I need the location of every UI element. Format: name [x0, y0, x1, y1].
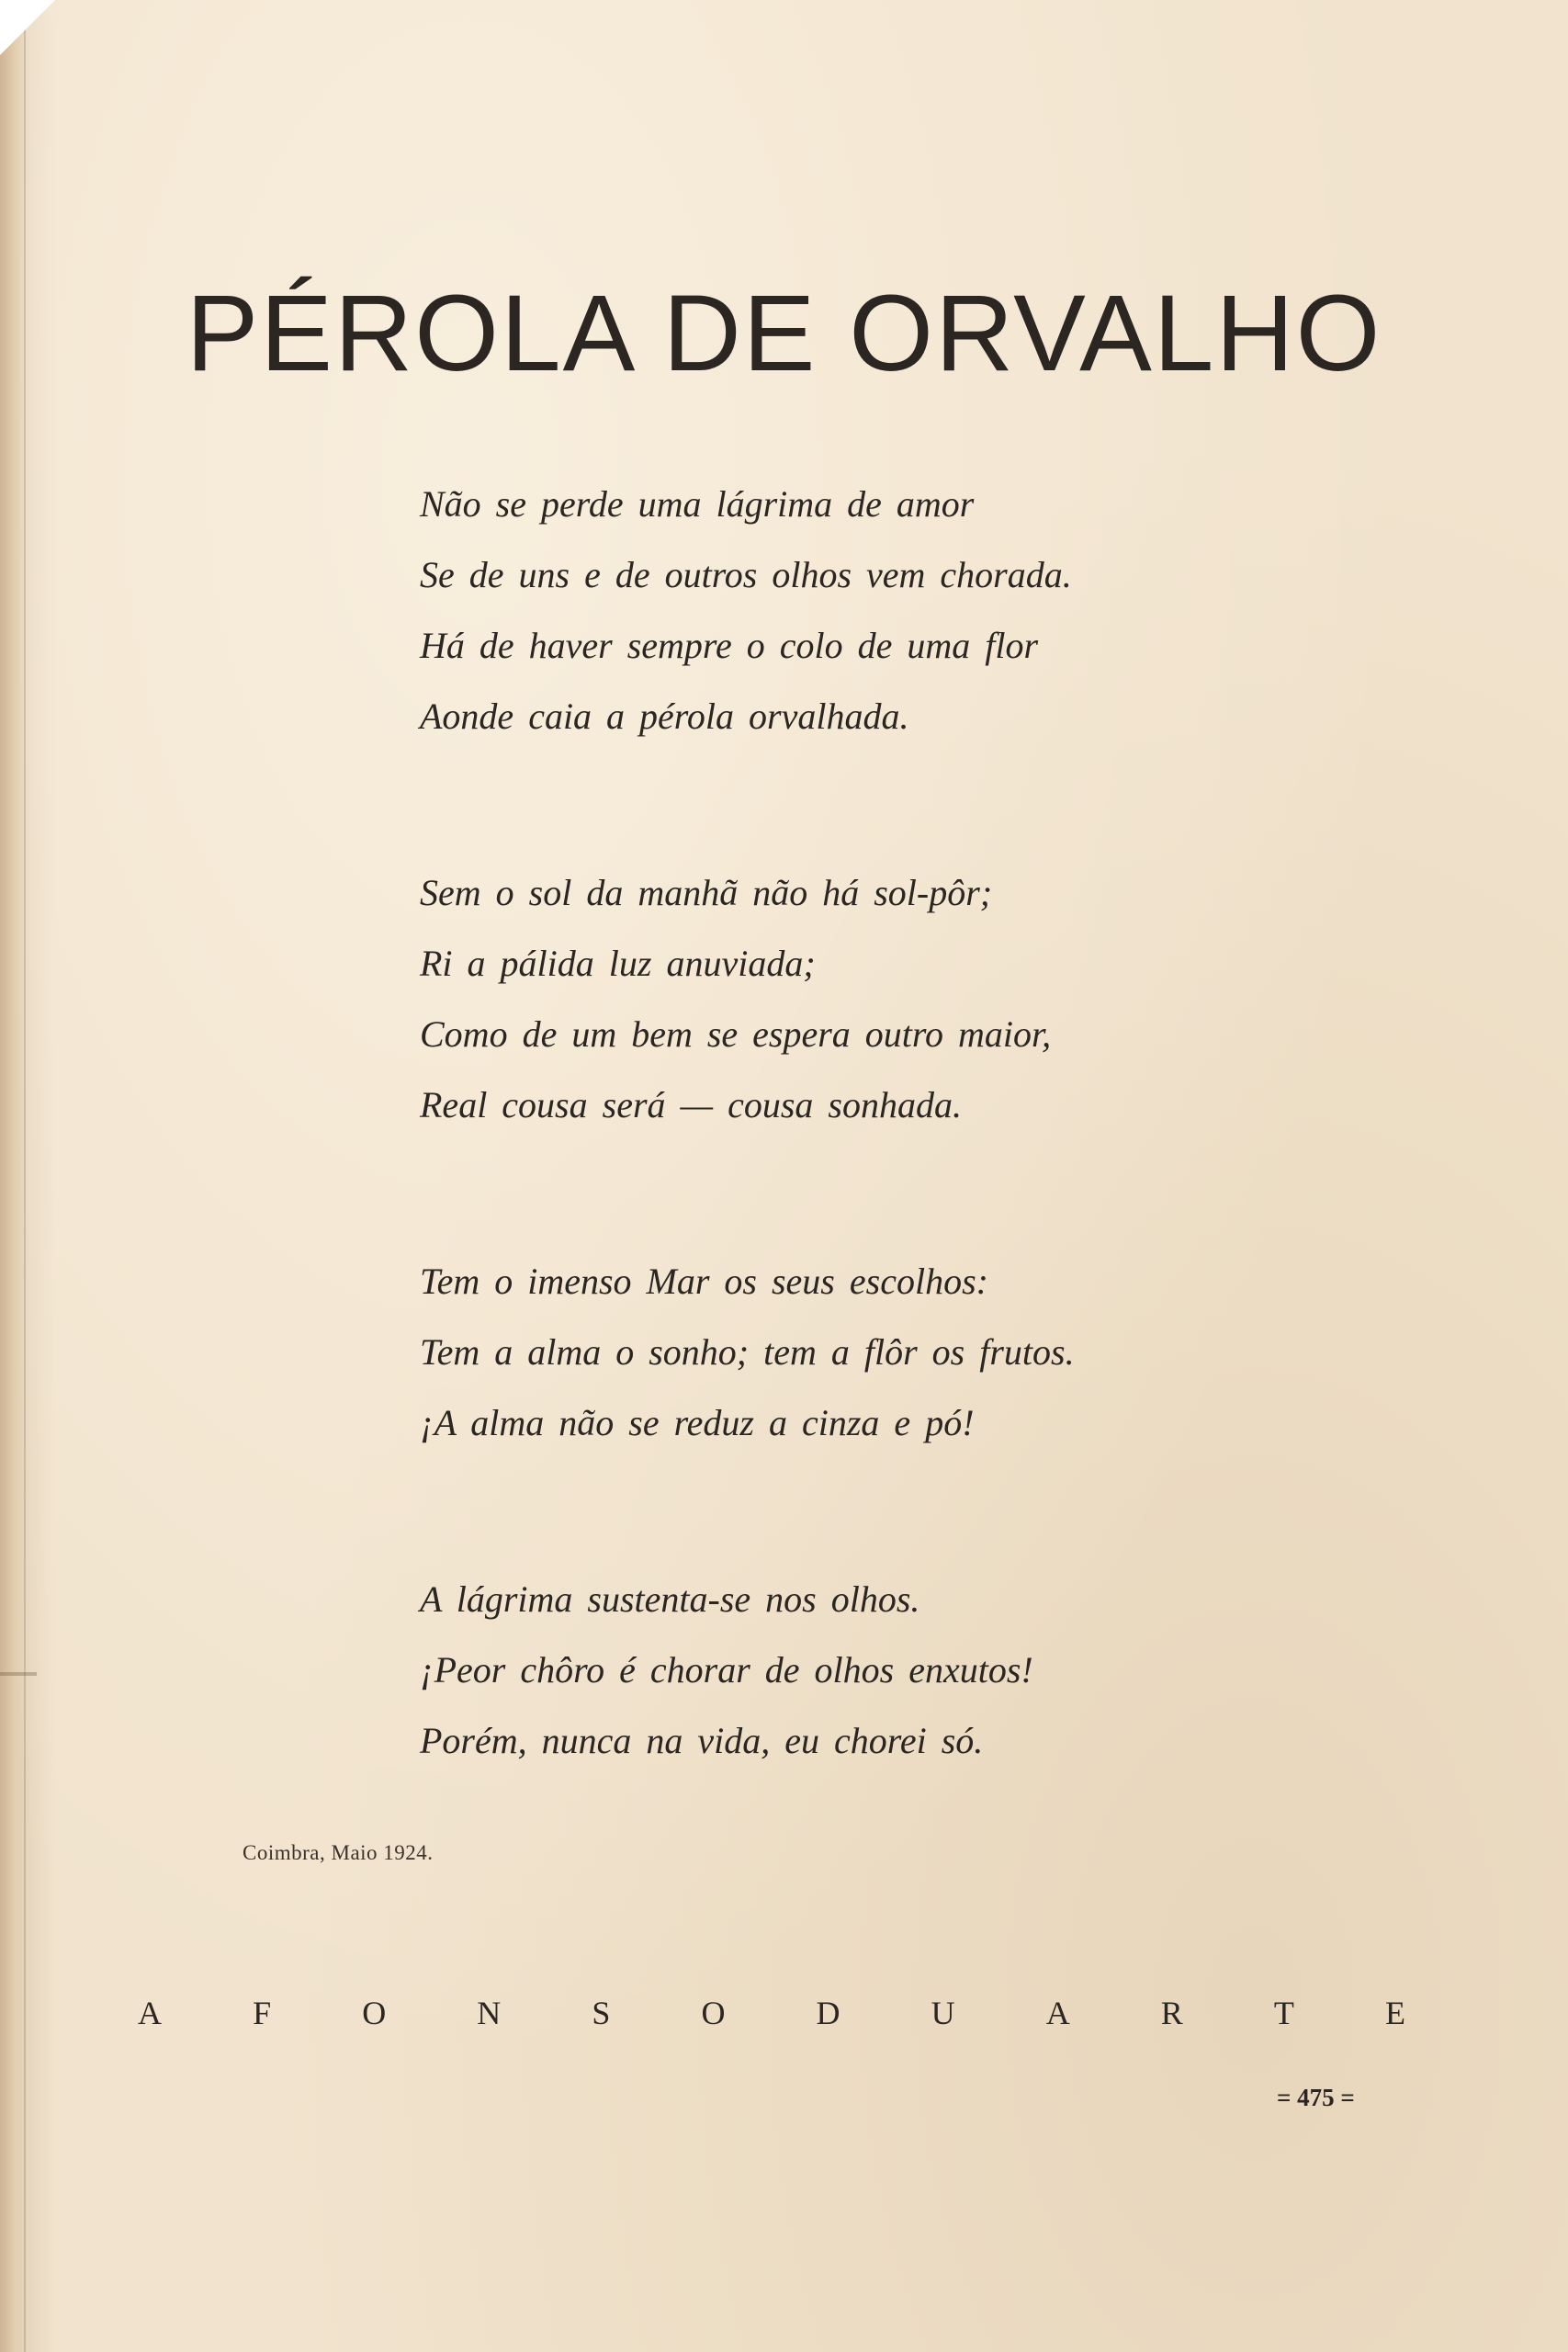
- poem-line: ¡A alma não se reduz a cinza e pó!: [420, 1402, 975, 1443]
- author-letter: S: [592, 1995, 611, 2031]
- stanza-3: [420, 1246, 1338, 1458]
- place-date: Coimbra, Maio 1924.: [243, 1841, 434, 1864]
- stanza-1: [420, 469, 1338, 752]
- author-name: [138, 1994, 1405, 2032]
- poem-line: Como de um bem se espera outro maior,: [420, 1013, 1052, 1055]
- author-letter: O: [701, 1995, 726, 2031]
- author-letter: O: [362, 1995, 387, 2031]
- poem-line: ¡Peor chôro é chorar de olhos enxutos!: [420, 1649, 1033, 1690]
- poem-line: Real cousa será — cousa sonhada.: [420, 1084, 962, 1125]
- author-letter: A: [1045, 1995, 1070, 2031]
- poem-line: A lágrima sustenta-se nos olhos.: [420, 1578, 920, 1620]
- page-number: = 475 =: [1277, 2084, 1355, 2111]
- author-letter: F: [253, 1995, 272, 2031]
- poem-body: [420, 469, 1338, 1882]
- author-letter: U: [931, 1995, 955, 2031]
- poem-line: Não se perde uma lágrima de amor: [420, 483, 975, 525]
- poem-line: Porém, nunca na vida, eu chorei só.: [420, 1720, 984, 1761]
- poem-line: Tem o imenso Mar os seus escolhos:: [420, 1261, 988, 1302]
- poem-line: Sem o sol da manhã não há sol-pôr;: [420, 872, 993, 913]
- author-letter: R: [1160, 1995, 1183, 2031]
- poem-line: Aonde caia a pérola orvalhada.: [420, 695, 909, 737]
- poem-line: Tem a alma o sonho; tem a flôr os frutos.: [420, 1331, 1075, 1373]
- author-letter: E: [1384, 1995, 1405, 2031]
- author-letter: T: [1273, 1995, 1294, 2031]
- torn-corner: [0, 0, 55, 55]
- author-letter: A: [138, 1995, 162, 2031]
- poem-line: Ri a pálida luz anuviada;: [420, 943, 816, 984]
- poem-line: Há de haver sempre o colo de uma flor: [420, 625, 1039, 666]
- stanza-4: [420, 1564, 1338, 1776]
- stanza-2: [420, 857, 1338, 1140]
- author-letter: D: [816, 1995, 840, 2031]
- poem-line: Se de uns e de outros olhos vem chorada.: [420, 554, 1072, 595]
- author-letter: N: [477, 1995, 502, 2031]
- edge-tear: [0, 1672, 37, 1676]
- poem-title: PÉROLA DE ORVALHO: [186, 273, 1382, 395]
